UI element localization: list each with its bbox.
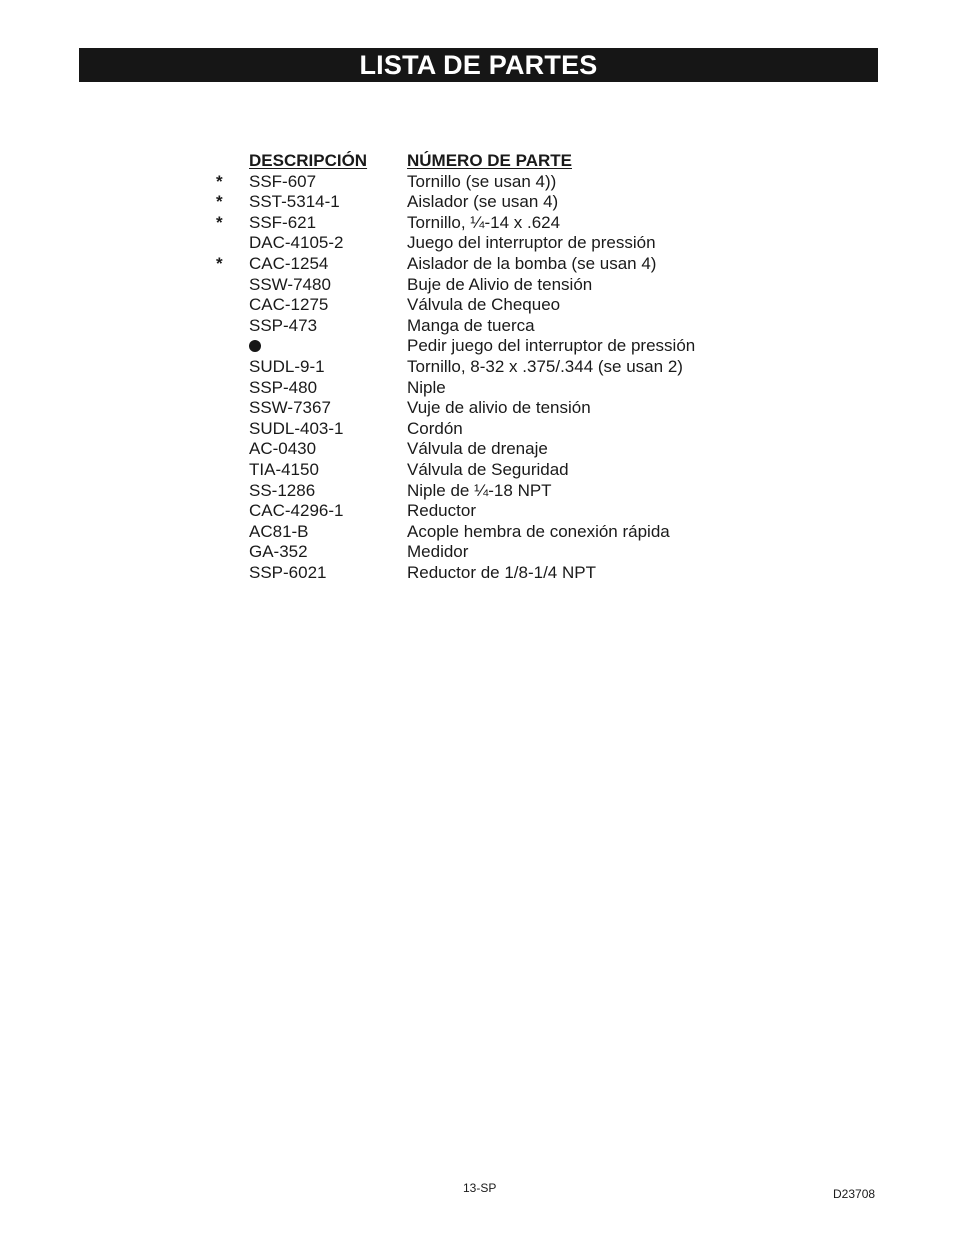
part-code: AC-0430 — [249, 439, 317, 459]
part-description: Aislador de la bomba (se usan 4) — [407, 253, 657, 273]
part-description: Medidor — [407, 542, 469, 562]
part-description: Válvula de drenaje — [407, 439, 548, 459]
part-code: CAC-4296-1 — [249, 501, 344, 521]
part-code: SSW-7480 — [249, 274, 331, 294]
part-code: CAC-1254 — [249, 253, 329, 273]
part-description: Juego del interruptor de pressión — [407, 233, 656, 253]
part-description: Tornillo, 8-32 x .375/.344 (se usan 2) — [407, 356, 683, 376]
part-code: SUDL-403-1 — [249, 418, 344, 438]
part-description: Buje de Alivio de tensión — [407, 274, 593, 294]
part-code: SUDL-9-1 — [249, 356, 325, 376]
part-code: SSW-7367 — [249, 398, 331, 418]
header-part-number: NÚMERO DE PARTE — [407, 151, 572, 170]
part-description: Acople hembra de conexión rápida — [407, 521, 670, 541]
row-mark: * — [216, 212, 223, 232]
part-description: Tornillo, ¼-14 x .624 — [407, 212, 561, 232]
bullet-dot-icon — [249, 340, 261, 352]
part-code — [249, 336, 261, 357]
document-code: D23708 — [833, 1187, 876, 1201]
part-description: Niple — [407, 377, 446, 397]
part-code: SST-5314-1 — [249, 192, 340, 212]
page-title: LISTA DE PARTES — [359, 50, 598, 80]
part-description: Reductor de 1/8-1/4 NPT — [407, 562, 596, 582]
row-mark: * — [216, 253, 223, 273]
part-code: SSP-6021 — [249, 562, 327, 582]
part-description: Pedir juego del interruptor de pressión — [407, 336, 696, 356]
part-description: Niple de ¼-18 NPT — [407, 480, 552, 500]
header-description: DESCRIPCIÓN — [249, 151, 368, 170]
part-code: SS-1286 — [249, 480, 316, 500]
part-code: SSF-621 — [249, 212, 317, 232]
part-description: Válvula de Seguridad — [407, 459, 569, 479]
page-number: 13-SP — [463, 1181, 497, 1195]
part-description: Manga de tuerca — [407, 315, 535, 335]
part-description: Tornillo (se usan 4)) — [407, 171, 557, 191]
part-description: Válvula de Chequeo — [407, 295, 561, 315]
part-code: GA-352 — [249, 542, 308, 562]
title-bar — [79, 48, 878, 82]
part-code: DAC-4105-2 — [249, 233, 344, 253]
part-code: SSP-473 — [249, 315, 318, 335]
part-code: TIA-4150 — [249, 459, 319, 479]
part-code: AC81-B — [249, 521, 309, 541]
part-code: CAC-1275 — [249, 295, 329, 315]
part-description: Cordón — [407, 418, 463, 438]
row-mark: * — [216, 171, 223, 191]
part-description: Aislador (se usan 4) — [407, 192, 559, 212]
row-mark: * — [216, 192, 223, 212]
part-description: Vuje de alivio de tensión — [407, 398, 591, 418]
part-code: SSP-480 — [249, 377, 318, 397]
part-code: SSF-607 — [249, 171, 317, 191]
part-description: Reductor — [407, 501, 476, 521]
